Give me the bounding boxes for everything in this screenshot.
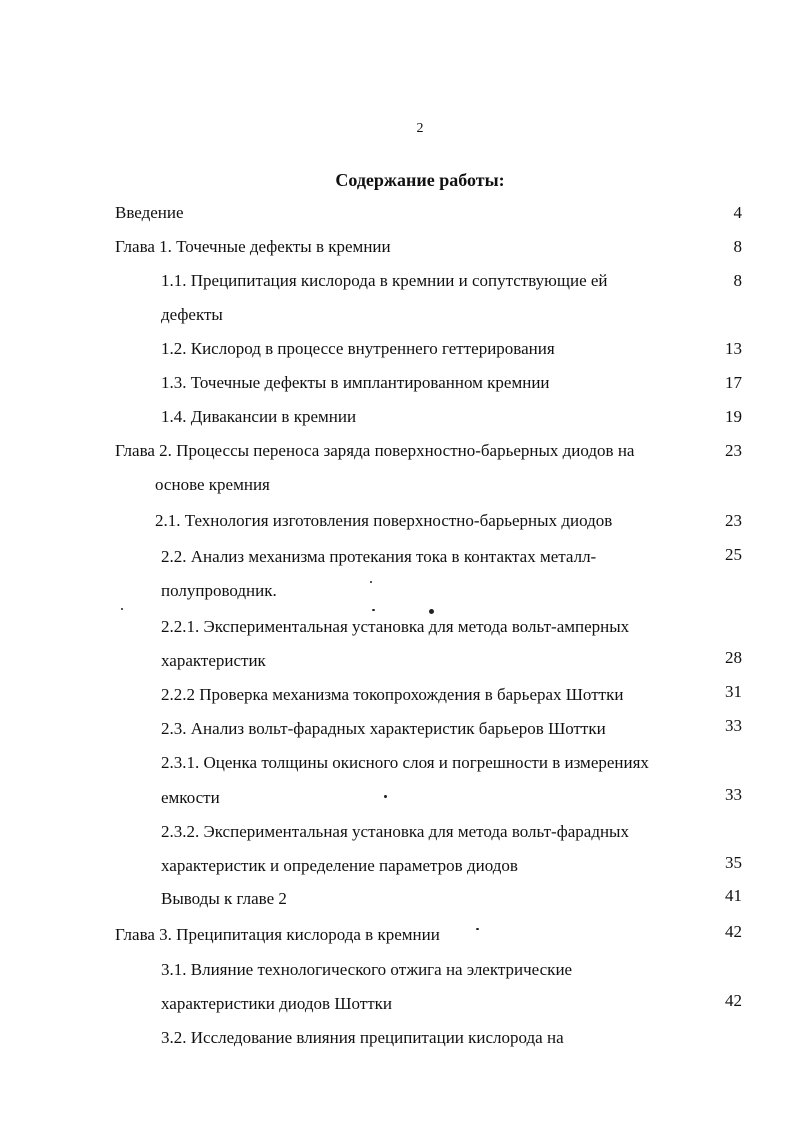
- toc-entry-text: Глава 2. Процессы переноса заряда поверхностно-барьерных диодов на: [115, 441, 635, 460]
- toc-entry-continuation: характеристик и определение параметров диодов: [161, 856, 518, 875]
- toc-entry-text: Введение: [115, 203, 184, 222]
- toc-entry-continuation: емкости: [161, 788, 220, 807]
- toc-entry-continuation: полупроводник.: [161, 581, 277, 600]
- toc-title: Содержание работы:: [335, 170, 505, 190]
- toc-entry-page: 33: [725, 785, 742, 804]
- toc-entry-text: 2.3.1. Оценка толщины окисного слоя и погрешности в измерениях: [161, 753, 649, 772]
- toc-entry-text: 1.1. Преципитация кислорода в кремнии и сопутствующие ей: [161, 271, 608, 290]
- toc-entry-page: 35: [725, 853, 742, 872]
- toc-entry-text: 1.3. Точечные дефекты в имплантированном кремнии: [161, 373, 550, 392]
- toc-entry-text: Глава 3. Преципитация кислорода в кремнии: [115, 925, 440, 944]
- toc-entry-text: 1.2. Кислород в процессе внутреннего геттерирования: [161, 339, 555, 358]
- toc-entry-text: 2.1. Технология изготовления поверхностно-барьерных диодов: [155, 511, 613, 530]
- toc-entry-text: 1.4. Дивакансии в кремнии: [161, 407, 357, 426]
- scan-speck: [370, 581, 372, 583]
- toc-entry-text: 2.2. Анализ механизма протекания тока в контактах металл-: [161, 547, 597, 566]
- toc-entry-page: 23: [725, 441, 742, 460]
- toc-entry-page: 19: [725, 407, 742, 426]
- scan-speck: [384, 795, 387, 798]
- toc-entry-text: 3.1. Влияние технологического отжига на электрические: [161, 960, 573, 979]
- toc-entry-page: 42: [725, 922, 742, 941]
- toc-entry-text: Глава 1. Точечные дефекты в кремнии: [115, 237, 391, 256]
- toc-entry-continuation: основе кремния: [155, 475, 270, 494]
- scan-speck: [121, 608, 123, 610]
- scan-speck: [429, 609, 434, 614]
- toc-entry-page: 8: [733, 237, 742, 256]
- toc-entry-text: 3.2. Исследование влияния преципитации кислорода на: [161, 1028, 564, 1047]
- toc-entry-continuation: дефекты: [161, 305, 223, 324]
- toc-entry-page: 42: [725, 991, 742, 1010]
- toc-entry-text: 2.3. Анализ вольт-фарадных характеристик барьеров Шоттки: [161, 719, 606, 738]
- toc-entry-page: 13: [725, 339, 742, 358]
- toc-entry-page: 17: [725, 373, 742, 392]
- toc-entry-text: 2.2.2 Проверка механизма токопрохождения в барьерах Шоттки: [161, 685, 624, 704]
- toc-entry-page: 31: [725, 682, 742, 701]
- toc-entry-page: 8: [733, 271, 742, 290]
- scan-speck: [476, 928, 479, 930]
- page-number: 2: [416, 121, 424, 136]
- toc-entry-page: 28: [725, 648, 742, 667]
- toc-entry-text: Выводы к главе 2: [161, 889, 287, 908]
- toc-entry-text: 2.2.1. Экспериментальная установка для метода вольт-амперных: [161, 617, 630, 636]
- toc-entry-text: 2.3.2. Экспериментальная установка для метода вольт-фарадных: [161, 822, 629, 841]
- toc-entry-page: 41: [725, 886, 742, 905]
- toc-entry-continuation: характеристики диодов Шоттки: [161, 994, 392, 1013]
- toc-entry-continuation: характеристик: [161, 651, 266, 670]
- toc-entry-page: 23: [725, 511, 742, 530]
- scan-speck: [372, 609, 375, 611]
- toc-entry-page: 33: [725, 716, 742, 735]
- toc-entry-page: 25: [725, 545, 742, 564]
- toc-entry-page: 4: [733, 203, 742, 222]
